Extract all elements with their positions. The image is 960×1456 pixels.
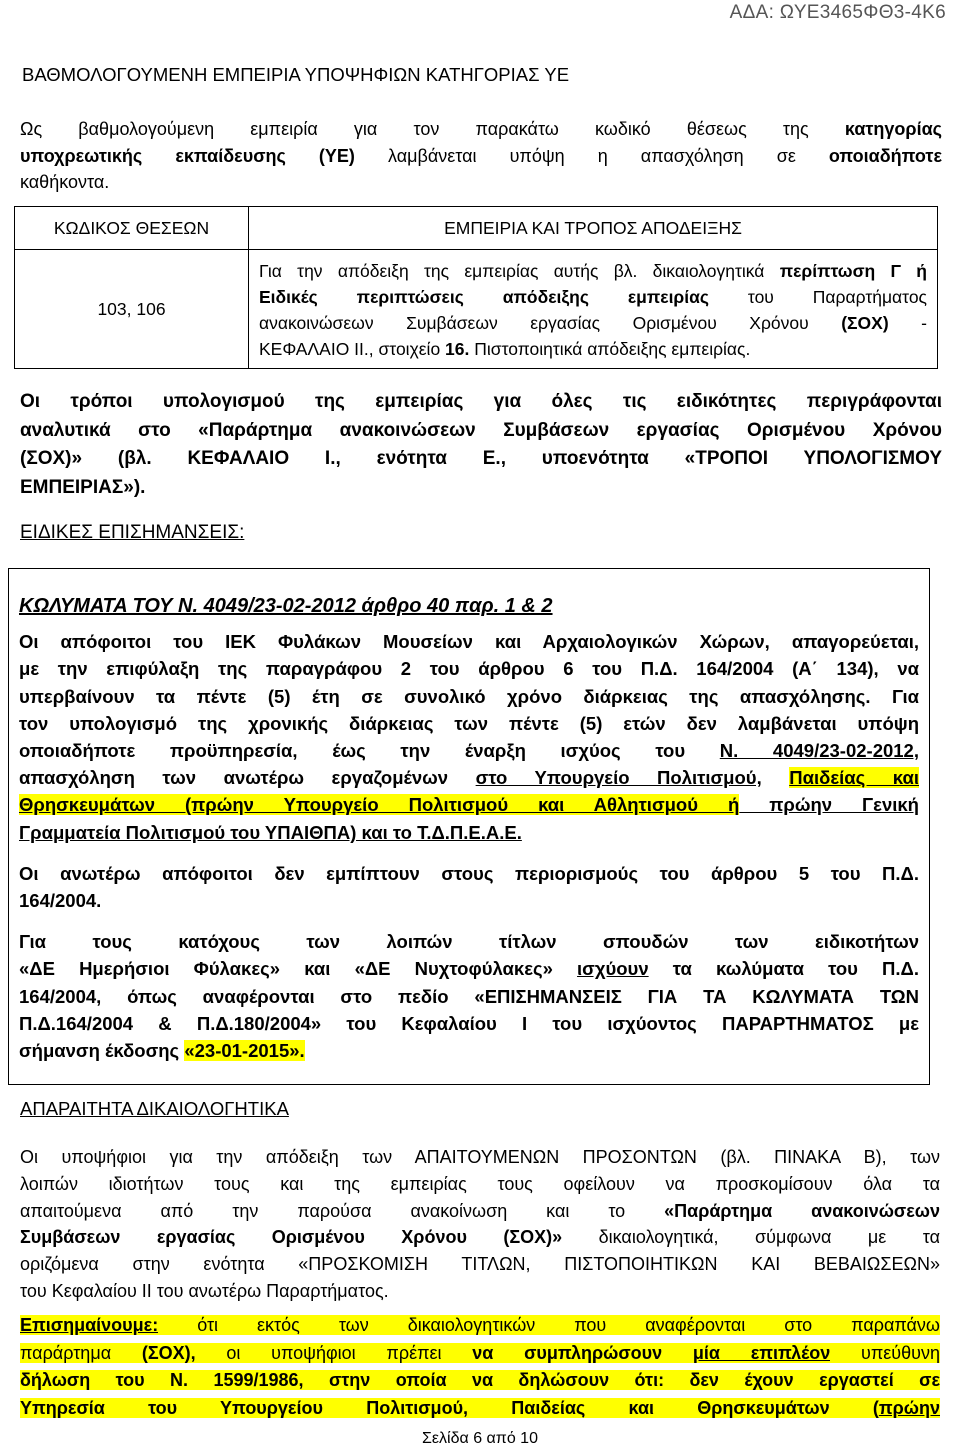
- ada-code: ΑΔΑ: ΩΥΕ3465ΦΘ3-4Κ6: [729, 2, 946, 23]
- intro-bold: υποχρεωτικής εκπαίδευσης (ΥΕ): [20, 145, 355, 166]
- box-text: [762, 767, 790, 788]
- required-documents-paragraph: [20, 1144, 940, 1305]
- table-row: [15, 250, 938, 369]
- intro-paragraph: [20, 116, 942, 196]
- restrictions-paragraph-1: [19, 628, 919, 846]
- note-text: ότι εκτός των δικαιολογητικών που αναφέρονται στο παραπάνω: [158, 1315, 940, 1335]
- page-number: Σελίδα 6 από 10: [422, 1430, 538, 1447]
- box-text: απασχόληση των ανωτέρω εργαζομένων: [19, 767, 476, 789]
- box-line: Γραμματεία Πολιτισμού του ΥΠΑΙΘΠΑ) και το Τ.Δ.Π.Ε.Α.Ε.: [19, 821, 522, 843]
- cell-text: -: [888, 313, 927, 333]
- highlighted-date: «23-01-2015».: [184, 1040, 305, 1062]
- cell-text: Για την απόδειξη της εμπειρίας αυτής βλ. δικαιολογητικά: [259, 261, 780, 281]
- restrictions-box: [8, 568, 930, 1085]
- box-line: 164/2004.: [19, 890, 102, 912]
- note-bold: Υπηρεσία του Υπουργείου Πολιτισμού, Παιδείας και Θρησκευμάτων (: [20, 1397, 879, 1418]
- box-text: οποιαδήποτε προϋπηρεσία, έως την έναρξη ισχύος του: [19, 740, 720, 762]
- table-header-row: [15, 207, 938, 250]
- experience-proof: [249, 250, 938, 369]
- note-text: παράρτημα: [20, 1342, 142, 1363]
- section-title: ΒΑΘΜΟΛΟΓΟΥΜΕΝΗ ΕΜΠΕΙΡΙΑ ΥΠΟΨΗΦΙΩΝ ΚΑΤΗΓΟΡΙΑΣ ΥΕ: [22, 64, 570, 85]
- position-codes: 103, 106: [15, 250, 249, 369]
- cell-text: ΚΕΦΑΛΑΙΟ ΙΙ., στοιχείο: [259, 339, 446, 359]
- cell-bold: περίπτωση Γ ή: [779, 261, 927, 281]
- cell-bold: (ΣΟΧ): [841, 313, 889, 333]
- note-bold: δήλωση του Ν. 1599/1986, στην οποία να δηλώσουν ότι: δεν έχουν εργαστεί σε: [20, 1370, 940, 1390]
- req-line: του Κεφαλαίου ΙΙ του ανωτέρω Παραρτήματος.: [20, 1280, 389, 1301]
- box-line: Οι ανωτέρω απόφοιτοι δεν εμπίπτουν στους περιορισμούς του άρθρου 5 του Π.Δ.: [19, 862, 919, 884]
- cell-bold: 16.: [445, 339, 470, 359]
- col-header-codes: ΚΩΔΙΚΟΣ ΘΕΣΕΩΝ: [15, 207, 249, 250]
- cell-text: Πιστοποιητικά απόδειξης εμπειρίας.: [469, 339, 751, 359]
- note-text: οι υποψήφιοι πρέπει: [195, 1342, 473, 1363]
- special-notes-heading: ΕΙΔΙΚΕΣ ΕΠΙΣΗΜΑΝΣΕΙΣ:: [20, 522, 245, 543]
- req-line: Οι υποψήφιοι για την απόδειξη των ΑΠΑΙΤΟΥΜΕΝΩΝ ΠΡΟΣΟΝΤΩΝ (βλ. ΠΙΝΑΚΑ Β), των: [20, 1147, 940, 1167]
- box-line: Οι απόφοιτοι του ΙΕΚ Φυλάκων Μουσείων και Αρχαιολογικών Χώρων, απαγορεύεται,: [19, 631, 919, 653]
- note-label: Επισημαίνουμε:: [20, 1315, 159, 1335]
- methods-line: αναλυτικά στο «Παράρτημα ανακοινώσεων Συμβάσεων εργασίας Ορισμένου Χρόνου: [20, 419, 942, 441]
- cell-text: του Παραρτήματος: [708, 287, 927, 307]
- box-line: Για τους κατόχους των λοιπών τίτλων σπουδών των ειδικοτήτων: [19, 931, 919, 953]
- box-line: με την επιφύλαξη της παραγράφου 2 του άρθρου 6 του Π.Δ. 164/2004 (Α΄ 134), να: [19, 658, 919, 680]
- methods-line: (ΣΟΧ)» (βλ. ΚΕΦΑΛΑΙΟ Ι., ενότητα Ε., υποενότητα «ΤΡΟΠΟΙ ΥΠΟΛΟΓΙΣΜΟΥ: [20, 448, 942, 469]
- box-line: 164/2004, όπως αναφέρονται στο πεδίο «ΕΠΙΣΗΜΑΝΣΕΙΣ ΓΙΑ ΤΑ ΚΩΛΥΜΑΤΑ ΤΩΝ: [19, 985, 919, 1007]
- box-line: τον υπολογισμό της χρονικής διάρκειας των πέντε (5) ετών δεν λαμβάνεται υπόψη: [19, 712, 919, 734]
- note-bold: μία επιπλέον: [692, 1342, 831, 1363]
- intro-text: λαμβάνεται υπόψη η απασχόληση σε: [354, 145, 829, 166]
- intro-text: Ως βαθμολογούμενη εμπειρία για τον παρακάτω κωδικό θέσεως της: [20, 119, 845, 139]
- box-text: ισχύουν: [577, 958, 649, 980]
- intro-bold: κατηγορίας: [844, 119, 942, 139]
- box-text: σήμανση έκδοσης: [19, 1040, 185, 1062]
- box-text: πρώην Γενική: [739, 794, 919, 816]
- box-text: τα κωλύματα του Π.Δ.: [648, 958, 919, 980]
- req-line: οριζόμενα στην ενότητα «ΠΡΟΣΚΟΜΙΣΗ ΤΙΤΛΩΝ, ΠΙΣΤΟΠΟΙΗΤΙΚΩΝ ΚΑΙ ΒΕΒΑΙΩΣΕΩΝ»: [20, 1254, 940, 1275]
- req-text: δικαιολογητικά, σύμφωνα με τα: [562, 1227, 940, 1248]
- experience-table: [14, 206, 938, 369]
- box-line: υπερβαίνουν τα πέντε (5) έτη σε συνολικό χρόνο διάρκειας της απασχόλησης. Για: [19, 685, 919, 707]
- intro-text: καθήκοντα.: [20, 172, 110, 192]
- box-text: «ΔΕ Ημερήσιοι Φύλακες» και «ΔΕ Νυχτοφύλακες»: [19, 958, 578, 980]
- methods-line: ΕΜΠΕΙΡΙΑΣ»).: [20, 476, 146, 498]
- highlighted-text: Παιδείας και: [789, 767, 919, 789]
- ministry-reference: στο Υπουργείο Πολιτισμού,: [475, 767, 762, 789]
- req-text: απαιτούμενα από την παρούσα ανακοίνωση και το: [20, 1200, 665, 1221]
- restrictions-title: ΚΩΛΥΜΑΤΑ ΤΟΥ Ν. 4049/23-02-2012 άρθρο 40 παρ. 1 & 2: [19, 595, 553, 617]
- note-bold: πρώην: [878, 1397, 940, 1418]
- req-bold: Συμβάσεων εργασίας Ορισμένου Χρόνου (ΣΟΧ)»: [20, 1227, 563, 1248]
- restrictions-paragraph-3: [19, 928, 919, 1064]
- highlighted-text: Θρησκευμάτων (πρώην Υπουργείο Πολιτισμού και Αθλητισμού ή: [19, 794, 740, 816]
- restrictions-paragraph-2: [19, 860, 919, 914]
- note-paragraph: [20, 1312, 940, 1422]
- required-documents-heading: ΑΠΑΡΑΙΤΗΤΑ ΔΙΚΑΙΟΛΟΓΗΤΙΚΑ: [20, 1098, 289, 1119]
- note-bold: να συμπληρώσουν: [472, 1342, 693, 1363]
- methods-line: Οι τρόποι υπολογισμού της εμπειρίας για όλες τις ειδικότητες περιγράφονται: [20, 391, 942, 412]
- cell-bold: Ειδικές περιπτώσεις απόδειξης εμπειρίας: [259, 287, 709, 307]
- note-text: υπεύθυνη: [830, 1342, 941, 1363]
- intro-bold: οποιαδήποτε: [828, 145, 943, 166]
- law-reference: Ν. 4049/23-02-2012,: [719, 740, 919, 762]
- req-line: λοιπών ιδιοτήτων τους και της εμπειρίας τους οφείλουν να προσκομίσουν όλα τα: [20, 1173, 940, 1194]
- calculation-methods-paragraph: [20, 388, 942, 502]
- note-bold: (ΣΟΧ),: [141, 1342, 196, 1363]
- cell-text: ανακοινώσεων Συμβάσεων εργασίας Ορισμένου Χρόνου: [259, 313, 842, 333]
- box-line: Π.Δ.164/2004 & Π.Δ.180/2004» του Κεφαλαίου Ι του ισχύοντος ΠΑΡΑΡΤΗΜΑΤΟΣ με: [19, 1012, 919, 1034]
- col-header-experience: ΕΜΠΕΙΡΙΑ ΚΑΙ ΤΡΟΠΟΣ ΑΠΟΔΕΙΞΗΣ: [249, 207, 938, 250]
- req-bold: «Παράρτημα ανακοινώσεων: [664, 1200, 940, 1221]
